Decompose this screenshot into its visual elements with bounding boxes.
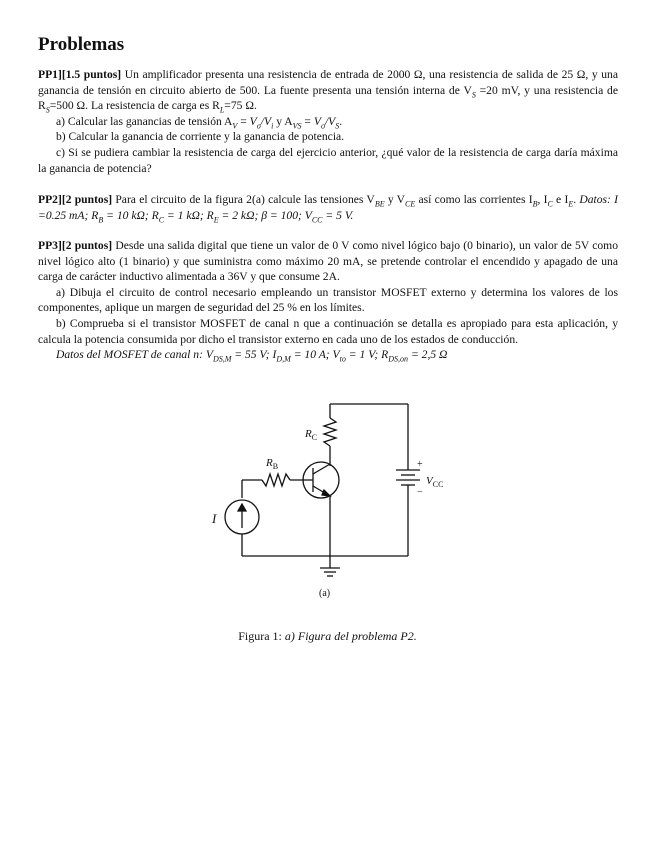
- figure-sublabel: (a): [319, 588, 331, 599]
- problem-3-item-b: b) Comprueba si el transistor MOSFET de canal n que a continuación se detalla es apropiado para esta aplicación, y calcula la potencia consumida por dicho el transistor externo en cada uno de los estados de conducción.: [38, 316, 618, 346]
- rb-label: $R_B$: [266, 457, 279, 471]
- problem-1-item-a: a) Calcular las ganancias de tensión $A_V = V_o/V_i$ y $A_{VS} = V_o/V_S$.: [56, 114, 343, 131]
- problem-1-item-b: b) Calcular la ganancia de corriente y la ganancia de potencia.: [56, 130, 345, 144]
- problem-2-label: PP2][2 puntos]: [38, 193, 113, 206]
- plus-sign: +: [417, 459, 423, 470]
- problem-1-label: PP1][1.5 puntos]: [38, 68, 122, 81]
- problem-2-data: Datos: I =0.25 mA; $R_B = 10$ kΩ; $R_C = 1$ kΩ; $R_E = 2$ kΩ; β = 100; $V_{CC} = 5$ V.: [38, 193, 619, 224]
- problem-2: PP2][2 puntos] Para el circuito de la figura 2(a) calcule las tensiones $V_{BE}$ y $V_{CE}$ así como las corrientes $I_B$, $I_C$ e $I_E$. Datos: I =0.25 mA; $R_B = 10$ kΩ; $R_C = 1$ kΩ; $R_E = 2$ kΩ; β = 100; $V_{CC} = 5$ V.: [38, 193, 619, 224]
- problem-1: PP1][1.5 puntos] Un amplificador presenta una resistencia de entrada de 2000 Ω, una resistencia de salida de 25 Ω, y una ganancia de tensión en circuito abierto de 500. La fuente presenta una tensión interna de $V_S =20$ mV, y una resistencia de $R_S=500$ Ω. La resistencia de carga es $R_L=75$ Ω. a) Calcular las ganancias de tensión $A_V = V_o/V_i$ y $A_{VS} = V_o/V_S$. b) Calcular la ganancia de corriente y la ganancia de potencia. c) Si se pudiera cambiar la resistencia de carga del ejercicio anterior, ¿qué valor de la resistencia de carga daría máxima la ganancia de potencia?: [38, 68, 618, 175]
- problem-1-body: Un amplificador presenta una resistencia de entrada de 2000 Ω, una resistencia de salida de 25 Ω, y una ganancia de tensión en circuito abierto de 500. La fuente presenta una tensión interna de V: [38, 68, 618, 97]
- current-label: I: [212, 511, 217, 526]
- figure-caption: Figura 1: a) Figura del problema P2.: [238, 629, 417, 643]
- vcc-label: $V_{CC}$: [426, 475, 444, 489]
- resistor-rb: [262, 474, 290, 486]
- problem-3-data: Datos del MOSFET de canal n: $V_{DS,M} = 55$ V; $I_{D,M} = 10$ A; $V_{to} = 1$ V; $R_{DS,on} = 2,5$ Ω: [56, 348, 448, 364]
- problem-3: PP3][2 puntos] Desde una salida digital que tiene un valor de 0 V como nivel lógico bajo (0 binario), un valor de 5V como nivel lógico alto (1 binario) y que suministra como máximo 20 mA, se pretende controlar el encendido y apagado de una carga de carácter inductivo alimentada a 36V y que consume 2A. a) Dibuja el circuito de control necesario empleando un transistor MOSFET externo y determina los valores de los componentes, aplique un margen de seguridad del 25 % en los límites. b) Comprueba si el transistor MOSFET de canal n que a continuación se detalla es apropiado para esta aplicación, y calcula la potencia consumida por dicho el transistor externo en cada uno de los estados de conducción. Datos del MOSFET de canal n: $V_{DS,M} = 55$ V; $I_{D,M} = 10$ A; $V_{to} = 1$ V; $R_{DS,on} = 2,5$ Ω: [38, 239, 618, 364]
- problem-3-item-a: a) Dibuja el circuito de control necesario empleando un transistor MOSFET externo y determina los valores de los componentes, aplique un margen de seguridad del 25 % en los límites.: [38, 285, 618, 315]
- problem-3-label: PP3][2 puntos]: [38, 239, 113, 252]
- problem-1-item-c: c) Si se pudiera cambiar la resistencia de carga del ejercicio anterior, ¿qué valor de la resistencia de carga daría máxima la ganancia de potencia?: [38, 145, 618, 175]
- rc-label: $R_C$: [305, 428, 318, 442]
- minus-sign: −: [417, 487, 423, 498]
- circuit-figure: [190, 398, 470, 608]
- page-title: Problemas: [38, 34, 125, 55]
- resistor-rc: [324, 418, 336, 446]
